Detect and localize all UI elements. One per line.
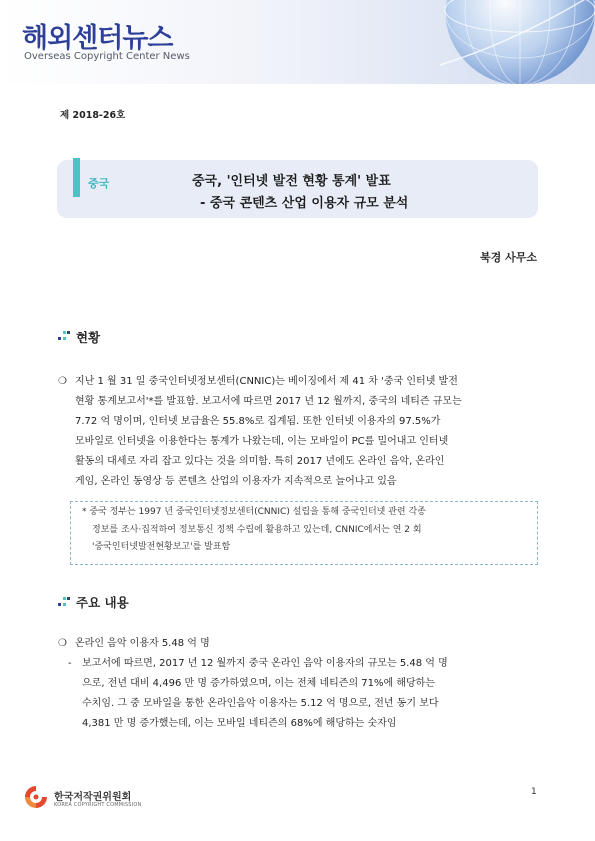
commission-name-english: KOREA COPYRIGHT COMMISSION bbox=[54, 802, 142, 808]
section-marker-icon bbox=[58, 597, 70, 607]
page-number: 1 bbox=[531, 787, 537, 797]
brand-title: 해외센터뉴스 bbox=[22, 23, 173, 54]
paragraph-line: 지난 1 월 31 일 중국인터넷정보센터(CNNIC)는 베이징에서 제 41 차 '중국 인터넷 발전 bbox=[75, 376, 458, 387]
bullet-icon: ❍ bbox=[58, 376, 67, 387]
country-label: 중국 bbox=[88, 177, 110, 190]
commission-name: 한국저작권위원회 bbox=[54, 792, 132, 803]
issue-number: 제 2018-26호 bbox=[60, 110, 126, 121]
brand-subtitle: Overseas Copyright Center News bbox=[24, 51, 190, 62]
bullet-icon: ❍ bbox=[58, 638, 67, 649]
section-marker-icon bbox=[58, 331, 70, 341]
paragraph-line: 게임, 온라인 동영상 등 콘텐츠 산업의 이용자가 지속적으로 늘어나고 있음 bbox=[75, 476, 397, 487]
paragraph-line: 7.72 억 명이며, 인터넷 보급율은 55.8%로 집계됨. 또한 인터넷 이용자의 97.5%가 bbox=[75, 416, 441, 427]
section-title-status: 현황 bbox=[76, 330, 101, 345]
commission-logo-icon bbox=[24, 785, 48, 809]
item-heading: 온라인 음악 이용자 5.48 억 명 bbox=[75, 638, 210, 649]
header-banner bbox=[0, 0, 595, 84]
paragraph-line: 4,381 만 명 증가했는데, 이는 모바일 네티즌의 68%에 해당하는 숫자임 bbox=[82, 718, 397, 729]
sub-headline: - 중국 콘텐츠 산업 이용자 규모 분석 bbox=[200, 196, 409, 211]
paragraph-line: 수치임. 그 중 모바일을 통한 온라인음악 이용자는 5.12 억 명으로, 전년 동기 보다 bbox=[82, 698, 439, 709]
detail-paragraph bbox=[82, 654, 540, 734]
paragraph-line: 보고서에 따르면, 2017 년 12 월까지 중국 온라인 음악 이용자의 규모는 5.48 억 명 bbox=[82, 658, 448, 669]
title-accent-bar bbox=[73, 158, 80, 197]
globe-icon bbox=[400, 0, 595, 84]
footnote-line: 정보를 조사·집적하여 정보통신 정책 수립에 활용하고 있는데, CNNIC에서는 연 2 회 bbox=[92, 524, 422, 535]
footnote-line: '중국인터넷발전현황보고'를 발표함 bbox=[92, 542, 231, 552]
paragraph-line: 으로, 전년 대비 4,496 만 명 증가하였으며, 이는 전체 네티즌의 71%에 해당하는 bbox=[82, 678, 435, 689]
status-paragraph bbox=[75, 372, 540, 492]
paragraph-line: 활동의 대세로 자리 잡고 있다는 것을 의미함. 특히 2017 년에도 온라인 음악, 온라인 bbox=[75, 456, 445, 467]
paragraph-line: 현황 통계보고서'*를 발표함. 보고서에 따르면 2017 년 12 월까지, 중국의 네티즌 규모는 bbox=[75, 396, 462, 407]
author-office: 북경 사무소 bbox=[480, 251, 537, 264]
paragraph-line: 모바일로 인터넷을 이용한다는 통계가 나왔는데, 이는 모바일이 PC를 밀어내고 인터넷 bbox=[75, 436, 449, 447]
dash-marker: - bbox=[68, 658, 72, 669]
footnote-text bbox=[82, 504, 426, 557]
headline: 중국, '인터넷 발전 현황 통계' 발표 bbox=[192, 174, 391, 189]
section-title-main: 주요 내용 bbox=[76, 595, 129, 610]
footnote-line: * 중국 정부는 1997 년 중국인터넷정보센터(CNNIC) 설립을 통해 중국인터넷 관련 각종 bbox=[82, 507, 426, 517]
